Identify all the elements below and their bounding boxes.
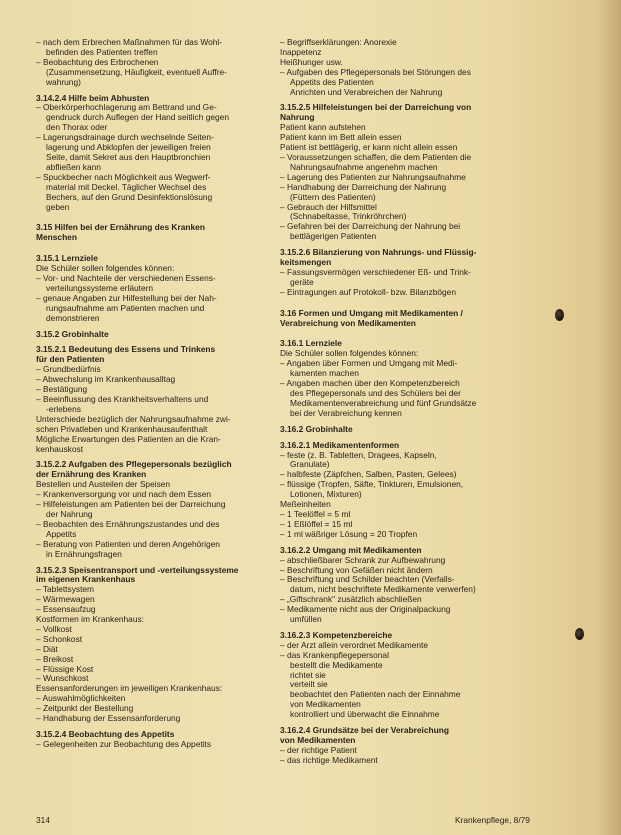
text-line: abfließen kann (46, 162, 101, 172)
text-line: Essensanforderungen im jeweiligen Krankenhaus: (36, 684, 223, 694)
text-line: – Vor- und Nachteile der verschiedenen Essens- (36, 274, 216, 284)
text-line: – Wunschkost (36, 674, 89, 684)
text-line: -erlebens (46, 404, 81, 414)
spacer (280, 298, 520, 309)
text-line: befinden des Patienten treffen (46, 47, 158, 57)
text-line: – Voraussetzungen schaffen, die dem Patienten die (280, 152, 472, 162)
text-line: – Wärmewagen (36, 595, 95, 605)
text-line: – das richtige Medikament (280, 755, 378, 765)
text-line: – Angaben über Formen und Umgang mit Medi- (280, 359, 458, 369)
text-line: Patient kann im Bett allein essen (280, 133, 402, 143)
text-line: – abschließbarer Schrank zur Aufbewahrung (280, 555, 446, 565)
text-line: – genaue Angaben zur Hilfestellung bei der Nah- (36, 293, 217, 303)
text-line: Inappetenz (280, 47, 322, 57)
text-line: wahrung) (46, 77, 81, 87)
text-line: Unterschiede bezüglich der Nahrungsaufnahme zwi- (36, 414, 231, 424)
text-line: Lotionen, Mixturen) (290, 490, 362, 500)
left-text-column (36, 38, 268, 750)
section-heading: 3.15.2 Grobinhalte (36, 329, 109, 339)
section-heading: 3.15.1 Lernziele (36, 254, 98, 264)
text-line: kontrolliert und überwacht die Einnahme (290, 710, 440, 720)
section-heading: Verabreichung von Medikamenten (280, 318, 416, 328)
text-line: – Spuckbecher nach Möglichkeit aus Wegwerf- (36, 172, 211, 182)
text-line: beobachtet den Patienten nach der Einnahme (290, 690, 461, 700)
text-line: Heißhunger usw. (280, 57, 343, 67)
text-line: – Flüssige Kost (36, 664, 94, 674)
section-heading: 3.16.2.4 Grundsätze bei der Verabreichung (280, 726, 449, 736)
text-line: material mit Deckel. Täglicher Wechsel des (46, 182, 207, 192)
text-line: Mögliche Erwartungen des Patienten an die Kran- (36, 434, 221, 444)
text-line: – Schonkost (36, 634, 83, 644)
text-line: – nach dem Erbrechen Maßnahmen für das Wohl- (36, 38, 223, 47)
text-line: – Abwechslung im Krankenhausalltag (36, 375, 176, 385)
text-line: – Aufgaben des Pflegepersonals bei Störungen des (280, 67, 471, 77)
text-line: Nahrungsaufnahme angenehm machen (290, 162, 438, 172)
page-number: 314 (36, 815, 50, 825)
text-line: – Krankenversorgung vor und nach dem Essen (36, 490, 212, 500)
section-heading: 3.15.2.4 Beobachtung des Appetits (36, 730, 175, 739)
text-line: lagerung und Abklopfen der jeweiligen freien (46, 143, 211, 153)
text-line: (Zusammensetzung, Häufigkeit, eventuell Auffre- (46, 67, 227, 77)
section-heading: 3.16.2.1 Medikamentenformen (280, 440, 400, 450)
text-line: rungsaufnahme am Patienten machen und (46, 303, 205, 313)
text-line: – flüssige (Tropfen, Säfte, Tinkturen, Emulsionen, (280, 480, 464, 490)
text-line: demonstrieren (46, 313, 100, 323)
text-line: – Angaben machen über den Kompetenzbereich (280, 379, 460, 389)
section-heading: 3.15.2.1 Bedeutung des Essens und Trinkens (36, 345, 216, 355)
text-line: – Gefahren bei der Darreichung der Nahrung bei (280, 222, 461, 232)
text-line: Appetits des Patienten (290, 77, 374, 87)
section-heading: 3.16.2.2 Umgang mit Medikamenten (280, 545, 422, 555)
text-line: – Beeinflussung des Krankheitsverhaltens und (36, 395, 209, 404)
text-line: gendruck durch Auflegen der Hand seitlich gegen (46, 113, 229, 123)
text-line: – Handhabung der Essensanforderung (36, 714, 181, 724)
text-line: geben (46, 202, 70, 212)
section-heading: von Medikamenten (280, 736, 356, 745)
text-line: – der Arzt allein verordnet Medikamente (280, 640, 429, 650)
text-line: – 1 Eßlöffel = 15 ml (280, 519, 353, 529)
text-line: – 1 Teelöffel = 5 ml (280, 509, 351, 519)
text-line: von Medikamenten (290, 700, 361, 710)
text-line: (Füttern des Patienten) (290, 192, 376, 202)
text-line: – Beschriftung von Gefäßen nicht ändern (280, 565, 433, 575)
text-line: Bestellen und Austeilen der Speisen (36, 480, 171, 490)
punch-hole-icon (555, 309, 564, 321)
text-line: – 1 ml wäßriger Lösung = 20 Tropfen (280, 529, 418, 539)
text-line: Kostformen im Krankenhaus: (36, 615, 144, 625)
text-line: Die Schüler sollen folgendes können: (280, 349, 419, 359)
text-line: bestellt die Medikamente (290, 660, 383, 670)
text-line: Medikamentenverabreichung und fünf Grundsätze (290, 398, 477, 408)
text-line: datum, nicht beschriftete Medikamente verwerfen) (290, 585, 476, 595)
text-line: Meßeinheiten (280, 500, 331, 510)
punch-hole-icon (575, 628, 584, 640)
text-line: – Diät (36, 644, 58, 654)
text-line: verteilt sie (290, 680, 328, 690)
section-heading: keitsmengen (280, 258, 332, 268)
text-line: – Oberkörperhochlagerung am Bettrand und Ge- (36, 103, 217, 113)
text-line: – der richtige Patient (280, 745, 357, 755)
section-heading: 3.14.2.4 Hilfe beim Abhusten (36, 93, 150, 103)
text-line: in Ernährungsfragen (46, 549, 122, 559)
section-heading: im eigenen Krankenhaus (36, 575, 136, 585)
text-line: – Breikost (36, 654, 74, 664)
text-line: – Hilfeleistungen am Patienten bei der Darreichung (36, 500, 226, 510)
section-heading: 3.16.2 Grobinhalte (280, 424, 353, 434)
text-line: der Nahrung (46, 509, 93, 519)
text-line: – Beschriftung und Schilder beachten (Verfalls- (280, 575, 455, 585)
text-line: bettlägerigen Patienten (290, 232, 377, 242)
text-line: kamenten machen (290, 369, 359, 379)
text-line: Patient ist bettlägerig, er kann nicht allein essen (280, 143, 458, 153)
right-text-column (280, 38, 520, 766)
text-line: Granulate) (290, 460, 330, 470)
spacer (280, 328, 520, 339)
text-line: – Gelegenheiten zur Beobachtung des Appetits (36, 739, 212, 749)
spacer (36, 243, 268, 254)
text-line: den Thorax oder (46, 123, 108, 133)
section-heading: Menschen (36, 233, 77, 243)
section-heading: 3.15.2.6 Bilanzierung von Nahrungs- und Flüssig- (280, 248, 477, 258)
section-heading: 3.15 Hilfen bei der Ernährung des Kranken (36, 223, 205, 233)
text-line: – Medikamente nicht aus der Originalpackung (280, 605, 451, 615)
text-line: Patient kann aufstehen (280, 123, 366, 133)
text-line: schen Privatleben und Krankenhausaufenthalt (36, 424, 208, 434)
text-line: – Fassungsvermögen verschiedener Eß- und Trink- (280, 267, 471, 277)
text-line: – halbfeste (Zäpfchen, Salben, Pasten, Gelees) (280, 470, 457, 480)
text-line: – Beobachtung des Erbrochenen (36, 57, 159, 67)
text-line: – Bestätigung (36, 385, 88, 395)
section-heading: der Ernährung des Kranken (36, 470, 147, 480)
text-line: – Vollkost (36, 624, 72, 634)
source-citation: Krankenpflege, 8/79 (455, 815, 530, 825)
text-line: Appetits (46, 529, 77, 539)
text-line: Die Schüler sollen folgendes können: (36, 264, 175, 274)
text-line: – Gebrauch der Hilfsmittel (280, 202, 377, 212)
text-line: Anrichten und Verabreichen der Nahrung (290, 87, 443, 97)
text-line: (Schnabeltasse, Trinkröhrchen) (290, 212, 407, 222)
text-line: – Auswahlmöglichkeiten (36, 694, 126, 704)
text-line: – Lagerung des Patienten zur Nahrungsaufnahme (280, 172, 466, 182)
section-heading: 3.15.2.2 Aufgaben des Pflegepersonals bezüglich (36, 460, 232, 470)
text-line: – Beratung von Patienten und deren Angehörigen (36, 539, 220, 549)
text-line: – Lagerungsdrainage durch wechselnde Seiten- (36, 133, 214, 143)
text-line: kenhauskost (36, 444, 84, 454)
text-line: – Handhabung der Darreichung der Nahrung (280, 182, 447, 192)
text-line: – Tablettsystem (36, 585, 95, 595)
text-line: verteilungssysteme erläutern (46, 283, 154, 293)
text-line: Seite, damit Sekret aus den Hauptbronchien (46, 152, 211, 162)
text-line: bei der Verabreichung kennen (290, 408, 402, 418)
page-edge-shadow (597, 0, 621, 835)
text-line: – Beobachten des Ernährungszustandes und des (36, 519, 220, 529)
section-heading: 3.16.1 Lernziele (280, 339, 342, 349)
text-line: – feste (z. B. Tabletten, Dragees, Kapseln, (280, 450, 437, 460)
text-line: – das Krankenpflegepersonal (280, 650, 389, 660)
section-heading: Nahrung (280, 113, 315, 123)
text-line: richtet sie (290, 670, 326, 680)
spacer (36, 212, 268, 223)
section-heading: 3.16.2.3 Kompetenzbereiche (280, 630, 393, 640)
section-heading: für den Patienten (36, 355, 105, 365)
section-heading: 3.15.2.5 Hilfeleistungen bei der Darreichung von (280, 103, 472, 113)
text-line: – Zeitpunkt der Bestellung (36, 704, 134, 714)
text-line: geräte (290, 277, 314, 287)
text-line: – Begriffserklärungen: Anorexie (280, 38, 397, 47)
section-heading: 3.15.2.3 Speisentransport und -verteilungssysteme (36, 565, 239, 575)
section-heading: 3.16 Formen und Umgang mit Medikamenten / (280, 308, 463, 318)
text-line: – Essensaufzug (36, 605, 96, 615)
text-line: – Eintragungen auf Protokoll- bzw. Bilanzbögen (280, 287, 456, 297)
text-line: – „Giftschrank" zusätzlich abschließen (280, 595, 422, 605)
text-line: des Pflegepersonals und des Schülers bei der (290, 389, 461, 398)
text-line: Bechers, auf den Grund Desinfektionslösung (46, 192, 213, 202)
text-line: – Grundbedürfnis (36, 365, 101, 375)
text-line: umfüllen (290, 615, 322, 625)
